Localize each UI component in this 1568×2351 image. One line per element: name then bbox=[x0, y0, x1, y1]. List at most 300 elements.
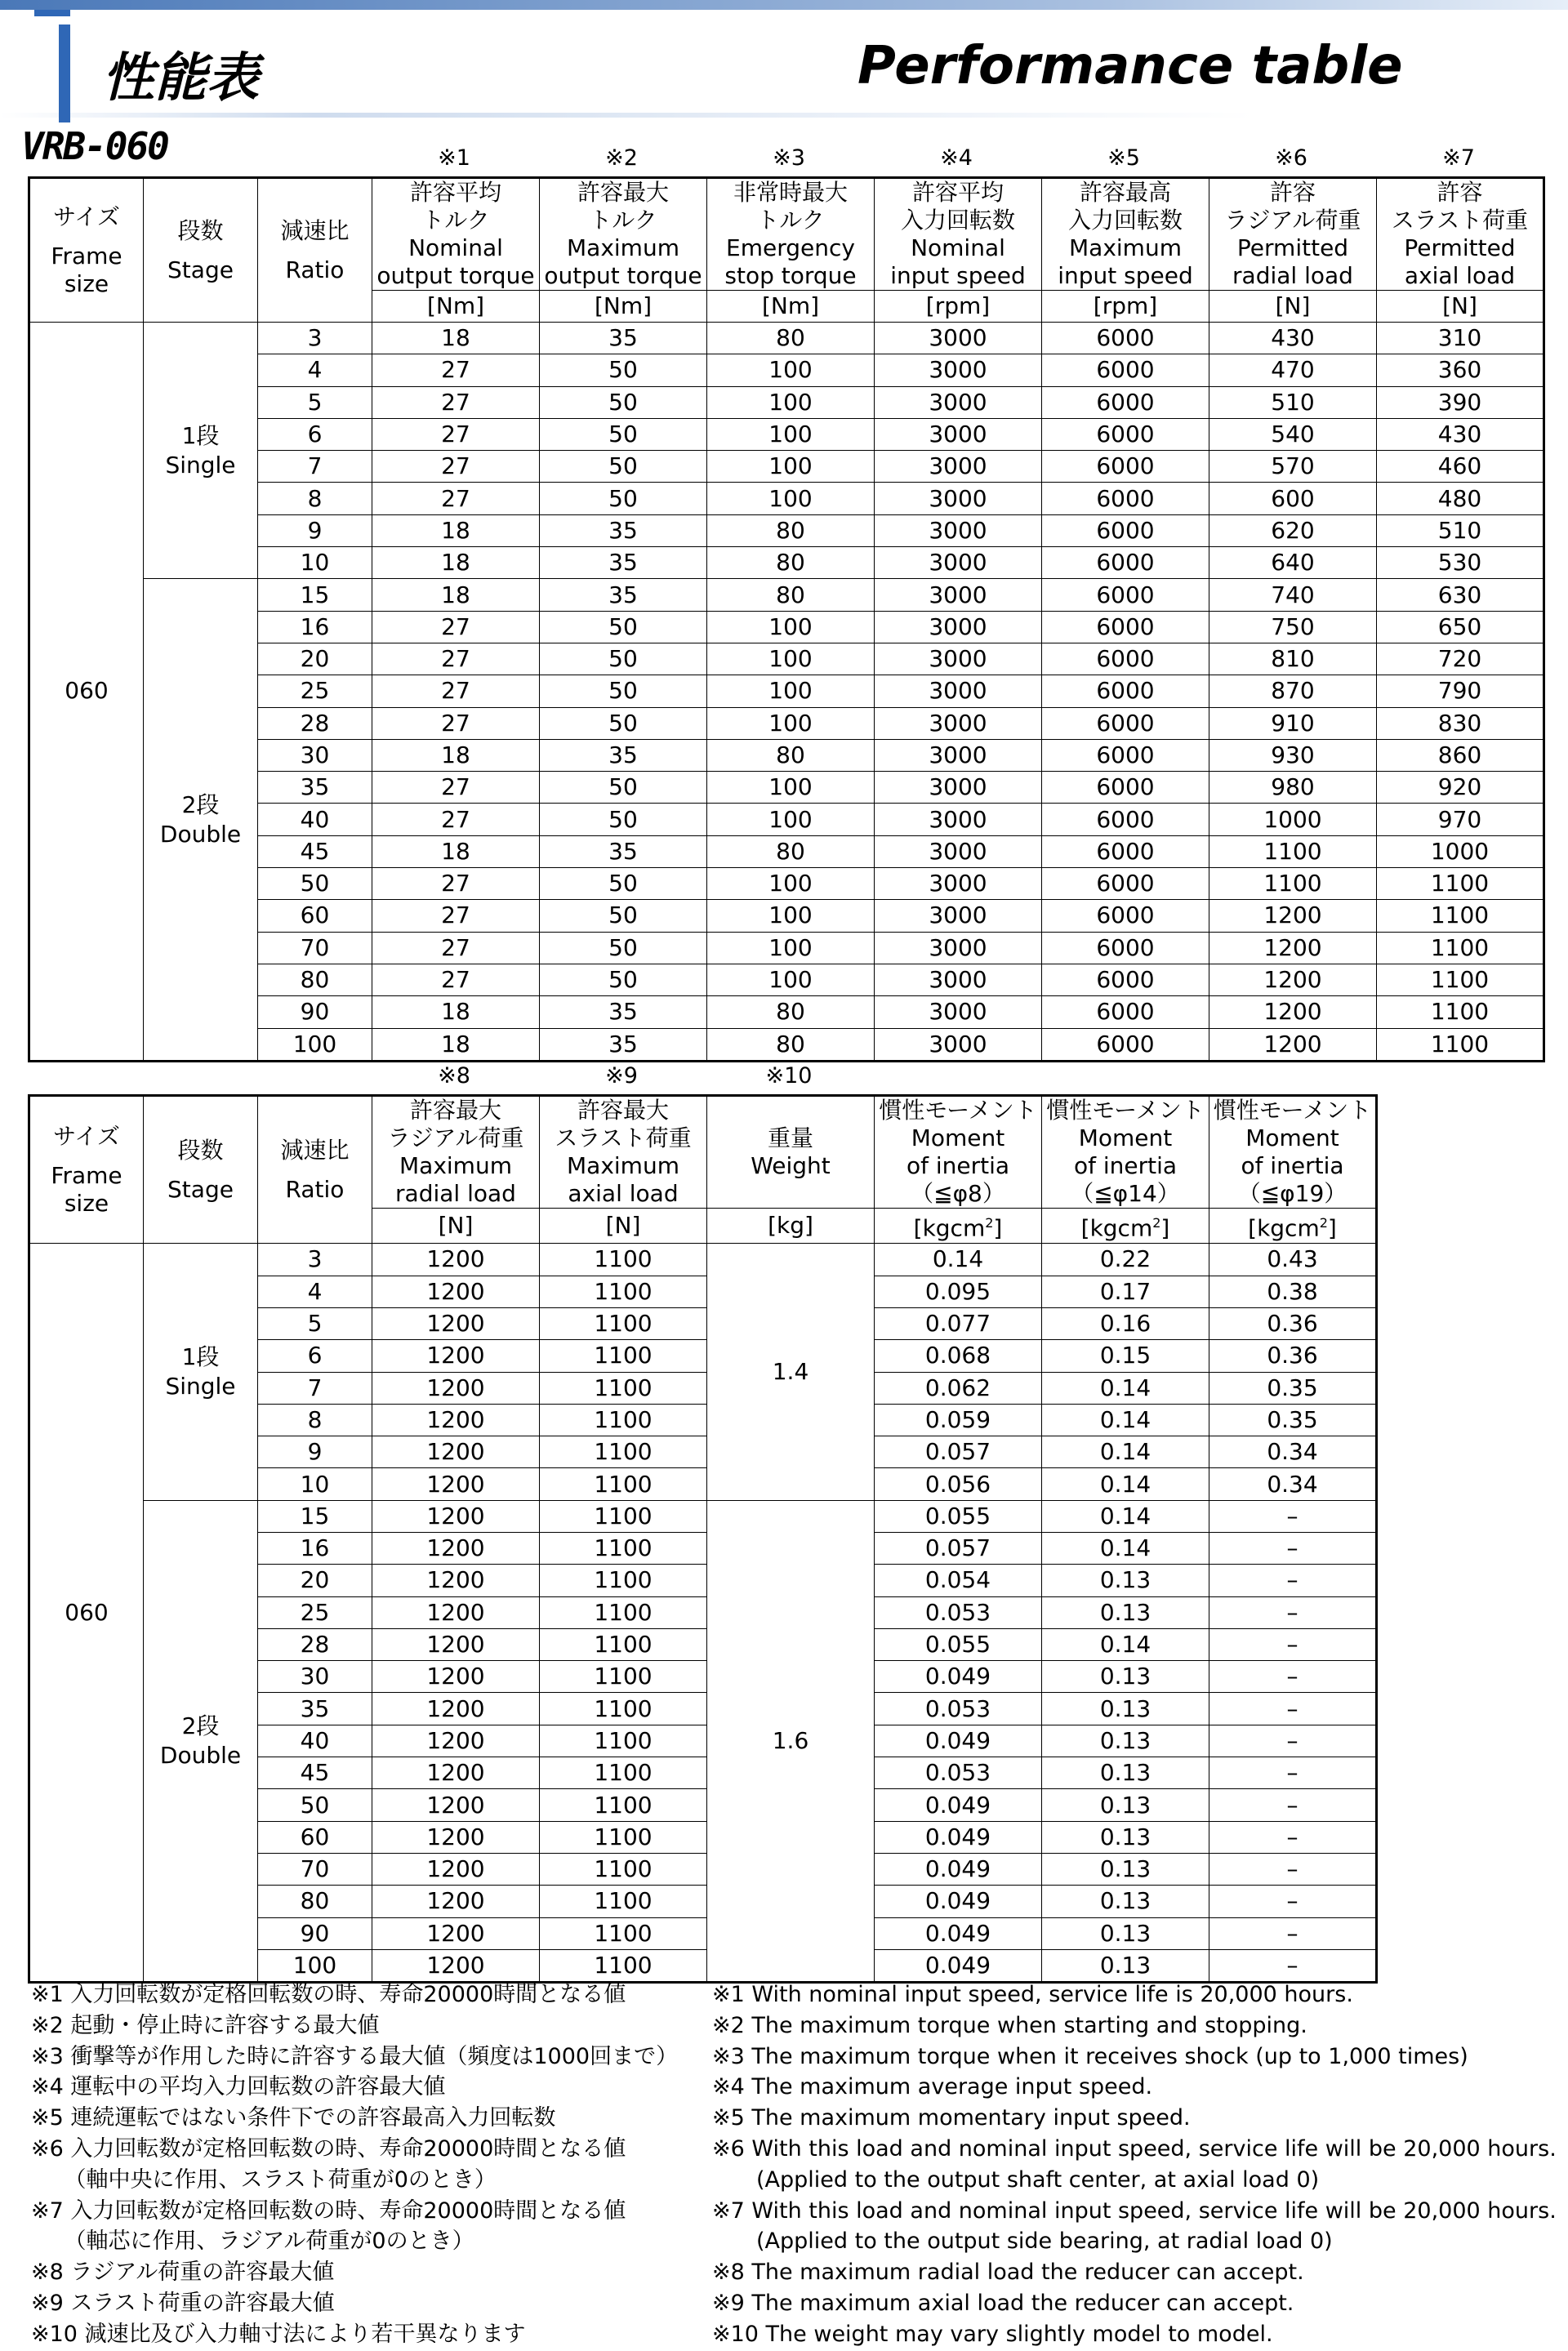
unit-cell bbox=[1209, 291, 1377, 323]
value-cell: 0.14 bbox=[875, 1244, 1042, 1276]
header-text: Permitted bbox=[1404, 234, 1516, 261]
value-cell: 0.049 bbox=[875, 1725, 1042, 1757]
value-cell: 3000 bbox=[875, 1028, 1042, 1061]
value-cell: 27 bbox=[372, 804, 540, 835]
value-cell: 3000 bbox=[875, 643, 1042, 675]
unit-cell bbox=[1377, 291, 1544, 323]
value-cell: 1200 bbox=[1209, 932, 1377, 964]
value-cell: 1200 bbox=[372, 1500, 540, 1532]
value-cell: 0.055 bbox=[875, 1500, 1042, 1532]
value-cell: 0.14 bbox=[1042, 1468, 1209, 1500]
performance-table-1 bbox=[28, 176, 1545, 1062]
header-text: 減速比 bbox=[280, 216, 350, 244]
value-cell: 100 bbox=[707, 643, 875, 675]
mark: ※7 bbox=[1442, 145, 1475, 171]
unit-text: [kgcm bbox=[913, 1214, 986, 1242]
value-cell: 1200 bbox=[372, 1661, 540, 1693]
value-cell: 1100 bbox=[1209, 868, 1377, 900]
header-row bbox=[29, 178, 1544, 291]
stage-en: Single bbox=[165, 451, 236, 479]
value-cell: 3000 bbox=[875, 579, 1042, 611]
header-text: サイズ bbox=[53, 1122, 120, 1150]
value-cell: 1100 bbox=[540, 1789, 707, 1821]
header-text: トルク bbox=[756, 207, 825, 234]
value-cell: 0.062 bbox=[875, 1372, 1042, 1404]
value-cell: 870 bbox=[1209, 675, 1377, 707]
value-cell: 18 bbox=[372, 323, 540, 354]
value-cell: 930 bbox=[1209, 739, 1377, 771]
value-cell: 0.053 bbox=[875, 1693, 1042, 1725]
value-cell: 1200 bbox=[372, 1533, 540, 1565]
unit-cell bbox=[540, 291, 707, 323]
value-cell: 50 bbox=[540, 964, 707, 995]
value-cell: 360 bbox=[1377, 354, 1544, 386]
value-cell: 80 bbox=[707, 996, 875, 1028]
ratio-cell: 28 bbox=[258, 1628, 372, 1660]
ratio-cell: 100 bbox=[258, 1949, 372, 1982]
value-cell: 920 bbox=[1377, 772, 1544, 804]
unit-text: [rpm] bbox=[1093, 292, 1158, 319]
value-cell: – bbox=[1209, 1757, 1377, 1789]
value-cell: 650 bbox=[1377, 611, 1544, 643]
value-cell: 1200 bbox=[372, 1853, 540, 1885]
value-cell: 0.13 bbox=[1042, 1757, 1209, 1789]
value-cell: 1200 bbox=[372, 1789, 540, 1821]
value-cell: 6000 bbox=[1042, 354, 1209, 386]
header-text: axial load bbox=[1404, 262, 1516, 289]
footnote-en: (Applied to the output side bearing, at radial load 0) bbox=[712, 2229, 1333, 2255]
value-cell: 3000 bbox=[875, 354, 1042, 386]
header-text: Weight bbox=[751, 1152, 831, 1179]
value-cell: 100 bbox=[707, 964, 875, 995]
ratio-cell: 80 bbox=[258, 1886, 372, 1917]
value-cell: 3000 bbox=[875, 996, 1042, 1028]
value-cell: 0.43 bbox=[1209, 1244, 1377, 1276]
header-text: Frame bbox=[51, 242, 122, 269]
header-text: Permitted bbox=[1236, 234, 1349, 261]
value-cell: 1200 bbox=[372, 1244, 540, 1276]
mark: ※4 bbox=[940, 145, 973, 171]
value-cell: 1100 bbox=[540, 1436, 707, 1468]
value-cell: 80 bbox=[707, 547, 875, 579]
value-cell: 390 bbox=[1377, 386, 1544, 418]
column-header bbox=[1377, 178, 1544, 291]
value-cell: 100 bbox=[707, 483, 875, 514]
value-cell: 100 bbox=[707, 932, 875, 964]
value-cell: 0.36 bbox=[1209, 1307, 1377, 1339]
value-cell: 50 bbox=[540, 804, 707, 835]
value-cell: 1100 bbox=[540, 1725, 707, 1757]
header-text: ラジアル荷重 bbox=[1224, 207, 1361, 234]
unit-cell bbox=[540, 1209, 707, 1244]
value-cell: 6000 bbox=[1042, 643, 1209, 675]
ratio-cell: 25 bbox=[258, 1596, 372, 1628]
ratio-cell: 6 bbox=[258, 1340, 372, 1372]
value-cell: 1200 bbox=[372, 1340, 540, 1372]
column-header bbox=[540, 1096, 707, 1209]
value-cell: 1200 bbox=[372, 1886, 540, 1917]
value-cell: 35 bbox=[540, 1028, 707, 1061]
value-cell: 27 bbox=[372, 932, 540, 964]
value-cell: 6000 bbox=[1042, 1028, 1209, 1061]
value-cell: 80 bbox=[707, 739, 875, 771]
footnote-jp: （軸中央に作用、スラスト荷重が0のとき） bbox=[31, 2166, 497, 2193]
value-cell: 0.053 bbox=[875, 1757, 1042, 1789]
value-cell: 27 bbox=[372, 675, 540, 707]
unit-sup: 2 bbox=[985, 1215, 994, 1231]
value-cell: 100 bbox=[707, 707, 875, 739]
value-cell: 0.049 bbox=[875, 1789, 1042, 1821]
ratio-cell: 45 bbox=[258, 1757, 372, 1789]
column-header bbox=[258, 1096, 372, 1244]
header-text: size bbox=[64, 269, 109, 297]
performance-table-2 bbox=[28, 1094, 1378, 1984]
ratio-cell: 15 bbox=[258, 579, 372, 611]
value-cell: 570 bbox=[1209, 451, 1377, 483]
header-text: Nominal bbox=[911, 234, 1005, 261]
value-cell: 1100 bbox=[540, 1661, 707, 1693]
header-text: Stage bbox=[167, 1175, 234, 1203]
stage-jp: 1段 bbox=[181, 421, 220, 449]
header-text: Ratio bbox=[285, 256, 345, 283]
value-cell: 1200 bbox=[372, 1725, 540, 1757]
value-cell: 1100 bbox=[1377, 964, 1544, 995]
value-cell: – bbox=[1209, 1596, 1377, 1628]
ratio-cell: 4 bbox=[258, 1276, 372, 1307]
value-cell: 1100 bbox=[540, 1307, 707, 1339]
column-header bbox=[707, 1096, 875, 1209]
stage-jp: 1段 bbox=[181, 1343, 220, 1371]
value-cell: 6000 bbox=[1042, 579, 1209, 611]
value-cell: 50 bbox=[540, 772, 707, 804]
value-cell: 0.049 bbox=[875, 1886, 1042, 1917]
value-cell: 35 bbox=[540, 323, 707, 354]
value-cell: 0.068 bbox=[875, 1340, 1042, 1372]
value-cell: 3000 bbox=[875, 707, 1042, 739]
header-text: input speed bbox=[1058, 262, 1193, 289]
ratio-cell: 9 bbox=[258, 514, 372, 546]
value-cell: 27 bbox=[372, 483, 540, 514]
value-cell: 80 bbox=[707, 1028, 875, 1061]
ratio-cell: 30 bbox=[258, 739, 372, 771]
ratio-cell: 45 bbox=[258, 835, 372, 867]
value-cell: 6000 bbox=[1042, 675, 1209, 707]
value-cell: 50 bbox=[540, 932, 707, 964]
value-cell: 0.049 bbox=[875, 1821, 1042, 1853]
header-text: 許容最大 bbox=[577, 1097, 669, 1124]
unit-cell bbox=[1209, 1209, 1377, 1244]
header-divider bbox=[0, 113, 1568, 118]
value-cell: 100 bbox=[707, 900, 875, 932]
footnote-en: ※7 With this load and nominal input speed, service life will be 20,000 hours. bbox=[712, 2197, 1557, 2224]
unit-text: [rpm] bbox=[925, 292, 991, 319]
value-cell: 6000 bbox=[1042, 483, 1209, 514]
value-cell: 0.057 bbox=[875, 1436, 1042, 1468]
ratio-cell: 28 bbox=[258, 707, 372, 739]
value-cell: 1100 bbox=[1377, 932, 1544, 964]
header-text: size bbox=[64, 1189, 109, 1217]
footnote-en: ※1 With nominal input speed, service life is 20,000 hours. bbox=[712, 1982, 1353, 2007]
ratio-cell: 70 bbox=[258, 1853, 372, 1885]
header-text: Moment bbox=[911, 1124, 1005, 1151]
column-header bbox=[540, 178, 707, 291]
value-cell: 0.14 bbox=[1042, 1533, 1209, 1565]
ratio-cell: 10 bbox=[258, 547, 372, 579]
value-cell: 1200 bbox=[372, 1949, 540, 1982]
unit-cell bbox=[372, 1209, 540, 1244]
header-text: トルク bbox=[589, 207, 657, 234]
value-cell: 1100 bbox=[540, 1533, 707, 1565]
value-cell: 0.13 bbox=[1042, 1853, 1209, 1885]
value-cell: – bbox=[1209, 1565, 1377, 1596]
value-cell: 0.057 bbox=[875, 1533, 1042, 1565]
value-cell: 6000 bbox=[1042, 386, 1209, 418]
ratio-cell: 90 bbox=[258, 996, 372, 1028]
value-cell: 3000 bbox=[875, 514, 1042, 546]
value-cell: 6000 bbox=[1042, 451, 1209, 483]
value-cell: 50 bbox=[540, 451, 707, 483]
value-cell: 3000 bbox=[875, 323, 1042, 354]
value-cell: 50 bbox=[540, 643, 707, 675]
value-cell: 1100 bbox=[540, 1821, 707, 1853]
value-cell: – bbox=[1209, 1886, 1377, 1917]
ratio-cell: 50 bbox=[258, 1789, 372, 1821]
mark: ※8 bbox=[438, 1063, 470, 1089]
value-cell: 35 bbox=[540, 547, 707, 579]
value-cell: 100 bbox=[707, 868, 875, 900]
ratio-cell: 35 bbox=[258, 772, 372, 804]
weight-cell: 1.6 bbox=[707, 1500, 875, 1982]
mark: ※2 bbox=[605, 145, 638, 171]
footnote-jp: ※10 減速比及び入力軸寸法により若干異なります bbox=[31, 2321, 526, 2347]
value-cell: 1200 bbox=[372, 1468, 540, 1500]
value-cell: 3000 bbox=[875, 835, 1042, 867]
ratio-cell: 4 bbox=[258, 354, 372, 386]
footnote-jp: ※6 入力回転数が定格回転数の時、寿命20000時間となる値 bbox=[31, 2135, 626, 2162]
value-cell: 1000 bbox=[1209, 804, 1377, 835]
value-cell: 790 bbox=[1377, 675, 1544, 707]
value-cell: 27 bbox=[372, 451, 540, 483]
value-cell: 80 bbox=[707, 514, 875, 546]
value-cell: 740 bbox=[1209, 579, 1377, 611]
value-cell: 100 bbox=[707, 418, 875, 450]
footnote-jp: ※5 連続運転ではない条件下での許容最高入力回転数 bbox=[31, 2105, 556, 2131]
footnote-en: ※5 The maximum momentary input speed. bbox=[712, 2105, 1191, 2131]
ratio-cell: 100 bbox=[258, 1028, 372, 1061]
value-cell: 27 bbox=[372, 900, 540, 932]
ratio-cell: 90 bbox=[258, 1917, 372, 1949]
column-header bbox=[875, 1096, 1042, 1209]
value-cell: 50 bbox=[540, 900, 707, 932]
value-cell: 1100 bbox=[1377, 868, 1544, 900]
ratio-cell: 16 bbox=[258, 1533, 372, 1565]
value-cell: 18 bbox=[372, 835, 540, 867]
ratio-cell: 40 bbox=[258, 1725, 372, 1757]
ratio-cell: 9 bbox=[258, 1436, 372, 1468]
page-title-en: Performance table bbox=[858, 36, 1403, 96]
value-cell: 50 bbox=[540, 675, 707, 707]
value-cell: 1200 bbox=[372, 1628, 540, 1660]
value-cell: 0.13 bbox=[1042, 1886, 1209, 1917]
value-cell: 27 bbox=[372, 868, 540, 900]
column-header bbox=[144, 1096, 258, 1244]
value-cell: 50 bbox=[540, 868, 707, 900]
value-cell: 970 bbox=[1377, 804, 1544, 835]
header-accent-bar bbox=[59, 24, 70, 122]
value-cell: 910 bbox=[1209, 707, 1377, 739]
value-cell: 35 bbox=[540, 514, 707, 546]
header-text: 許容平均 bbox=[409, 179, 501, 206]
unit-text: [kg] bbox=[768, 1212, 813, 1240]
header-row bbox=[29, 1096, 1377, 1209]
value-cell: 510 bbox=[1209, 386, 1377, 418]
header-text: output torque bbox=[376, 262, 535, 289]
value-cell: – bbox=[1209, 1661, 1377, 1693]
ratio-cell: 7 bbox=[258, 1372, 372, 1404]
value-cell: 0.36 bbox=[1209, 1340, 1377, 1372]
table-row bbox=[29, 323, 1544, 354]
table-row bbox=[29, 1244, 1377, 1276]
header-text: トルク bbox=[421, 207, 490, 234]
header-text: 許容最大 bbox=[577, 179, 669, 206]
value-cell: 18 bbox=[372, 547, 540, 579]
header-text: output torque bbox=[544, 262, 702, 289]
header-text: 減速比 bbox=[280, 1136, 350, 1164]
value-cell: 0.14 bbox=[1042, 1436, 1209, 1468]
value-cell: 18 bbox=[372, 514, 540, 546]
column-header bbox=[1209, 178, 1377, 291]
unit-text: [Nm] bbox=[594, 292, 653, 319]
header-text: Nominal bbox=[408, 234, 503, 261]
footnote-en: ※9 The maximum axial load the reducer can accept. bbox=[712, 2290, 1294, 2316]
header-text: Stage bbox=[167, 256, 234, 283]
header-text: Moment bbox=[1245, 1124, 1339, 1151]
value-cell: 0.13 bbox=[1042, 1565, 1209, 1596]
value-cell: 1200 bbox=[372, 1757, 540, 1789]
ratio-cell: 70 bbox=[258, 932, 372, 964]
value-cell: 540 bbox=[1209, 418, 1377, 450]
value-cell: 6000 bbox=[1042, 418, 1209, 450]
footnote-en: ※8 The maximum radial load the reducer can accept. bbox=[712, 2260, 1304, 2286]
value-cell: 1200 bbox=[372, 1372, 540, 1404]
value-cell: 18 bbox=[372, 739, 540, 771]
value-cell: 430 bbox=[1209, 323, 1377, 354]
value-cell: 6000 bbox=[1042, 323, 1209, 354]
value-cell: 810 bbox=[1209, 643, 1377, 675]
value-cell: 1100 bbox=[1377, 1028, 1544, 1061]
value-cell: 1100 bbox=[540, 1628, 707, 1660]
value-cell: 0.13 bbox=[1042, 1917, 1209, 1949]
header-text: input speed bbox=[890, 262, 1026, 289]
value-cell: 0.35 bbox=[1209, 1372, 1377, 1404]
value-cell: 640 bbox=[1209, 547, 1377, 579]
stage-en: Double bbox=[159, 1741, 242, 1769]
mark: ※3 bbox=[773, 145, 805, 171]
footnote-jp: （軸芯に作用、ラジアル荷重が0のとき） bbox=[31, 2229, 474, 2255]
footnote-en: ※6 With this load and nominal input speed, service life will be 20,000 hours. bbox=[712, 2135, 1557, 2162]
value-cell: 1200 bbox=[372, 1404, 540, 1436]
value-cell: 0.095 bbox=[875, 1276, 1042, 1307]
value-cell: 0.15 bbox=[1042, 1340, 1209, 1372]
ratio-cell: 20 bbox=[258, 1565, 372, 1596]
header-text: radial load bbox=[395, 1180, 516, 1207]
footnotes-en bbox=[712, 1979, 1568, 2350]
value-cell: 1100 bbox=[540, 1886, 707, 1917]
value-cell: 35 bbox=[540, 739, 707, 771]
unit-cell bbox=[1042, 1209, 1209, 1244]
value-cell: 3000 bbox=[875, 675, 1042, 707]
value-cell: 1100 bbox=[540, 1853, 707, 1885]
value-cell: 6000 bbox=[1042, 804, 1209, 835]
value-cell: 510 bbox=[1377, 514, 1544, 546]
value-cell: 100 bbox=[707, 804, 875, 835]
footnote-jp: ※1 入力回転数が定格回転数の時、寿命20000時間となる値 bbox=[31, 1982, 626, 2007]
value-cell: 35 bbox=[540, 835, 707, 867]
ratio-cell: 50 bbox=[258, 868, 372, 900]
column-header bbox=[372, 1096, 540, 1209]
unit-text: [kgcm bbox=[1080, 1214, 1153, 1242]
header-text: stop torque bbox=[724, 262, 857, 289]
value-cell: 27 bbox=[372, 611, 540, 643]
weight-cell: 1.4 bbox=[707, 1244, 875, 1500]
column-header bbox=[144, 178, 258, 323]
value-cell: 1200 bbox=[1209, 900, 1377, 932]
value-cell: 0.056 bbox=[875, 1468, 1042, 1500]
column-header bbox=[258, 178, 372, 323]
value-cell: 1200 bbox=[372, 1276, 540, 1307]
header-text: 許容平均 bbox=[911, 179, 1004, 206]
value-cell: 6000 bbox=[1042, 932, 1209, 964]
value-cell: 1200 bbox=[372, 1693, 540, 1725]
value-cell: 470 bbox=[1209, 354, 1377, 386]
value-cell: 6000 bbox=[1042, 611, 1209, 643]
ratio-cell: 3 bbox=[258, 1244, 372, 1276]
unit-text: [N] bbox=[438, 1212, 474, 1240]
value-cell: 1100 bbox=[540, 1565, 707, 1596]
stage-cell bbox=[144, 1500, 258, 1982]
table-row bbox=[29, 1500, 1377, 1532]
value-cell: 6000 bbox=[1042, 514, 1209, 546]
value-cell: – bbox=[1209, 1500, 1377, 1532]
model-name: VRB-060 bbox=[21, 124, 168, 168]
table-row bbox=[29, 579, 1544, 611]
mark: ※9 bbox=[605, 1063, 638, 1089]
value-cell: 80 bbox=[707, 579, 875, 611]
header-text: Ratio bbox=[285, 1175, 345, 1203]
value-cell: 0.049 bbox=[875, 1661, 1042, 1693]
stage-cell bbox=[144, 1244, 258, 1500]
unit-sup: 2 bbox=[1319, 1215, 1328, 1231]
value-cell: – bbox=[1209, 1789, 1377, 1821]
value-cell: 0.055 bbox=[875, 1628, 1042, 1660]
value-cell: 1100 bbox=[540, 1693, 707, 1725]
value-cell: 6000 bbox=[1042, 707, 1209, 739]
unit-cell bbox=[707, 1209, 875, 1244]
value-cell: 1100 bbox=[540, 1340, 707, 1372]
value-cell: 0.13 bbox=[1042, 1949, 1209, 1982]
ratio-cell: 25 bbox=[258, 675, 372, 707]
value-cell: 310 bbox=[1377, 323, 1544, 354]
column-header bbox=[1042, 1096, 1209, 1209]
value-cell: 18 bbox=[372, 1028, 540, 1061]
value-cell: 0.14 bbox=[1042, 1628, 1209, 1660]
mark: ※5 bbox=[1107, 145, 1140, 171]
value-cell: 0.22 bbox=[1042, 1244, 1209, 1276]
value-cell: 100 bbox=[707, 386, 875, 418]
value-cell: 750 bbox=[1209, 611, 1377, 643]
frame-size-cell: 060 bbox=[29, 1244, 144, 1983]
ratio-cell: 35 bbox=[258, 1693, 372, 1725]
